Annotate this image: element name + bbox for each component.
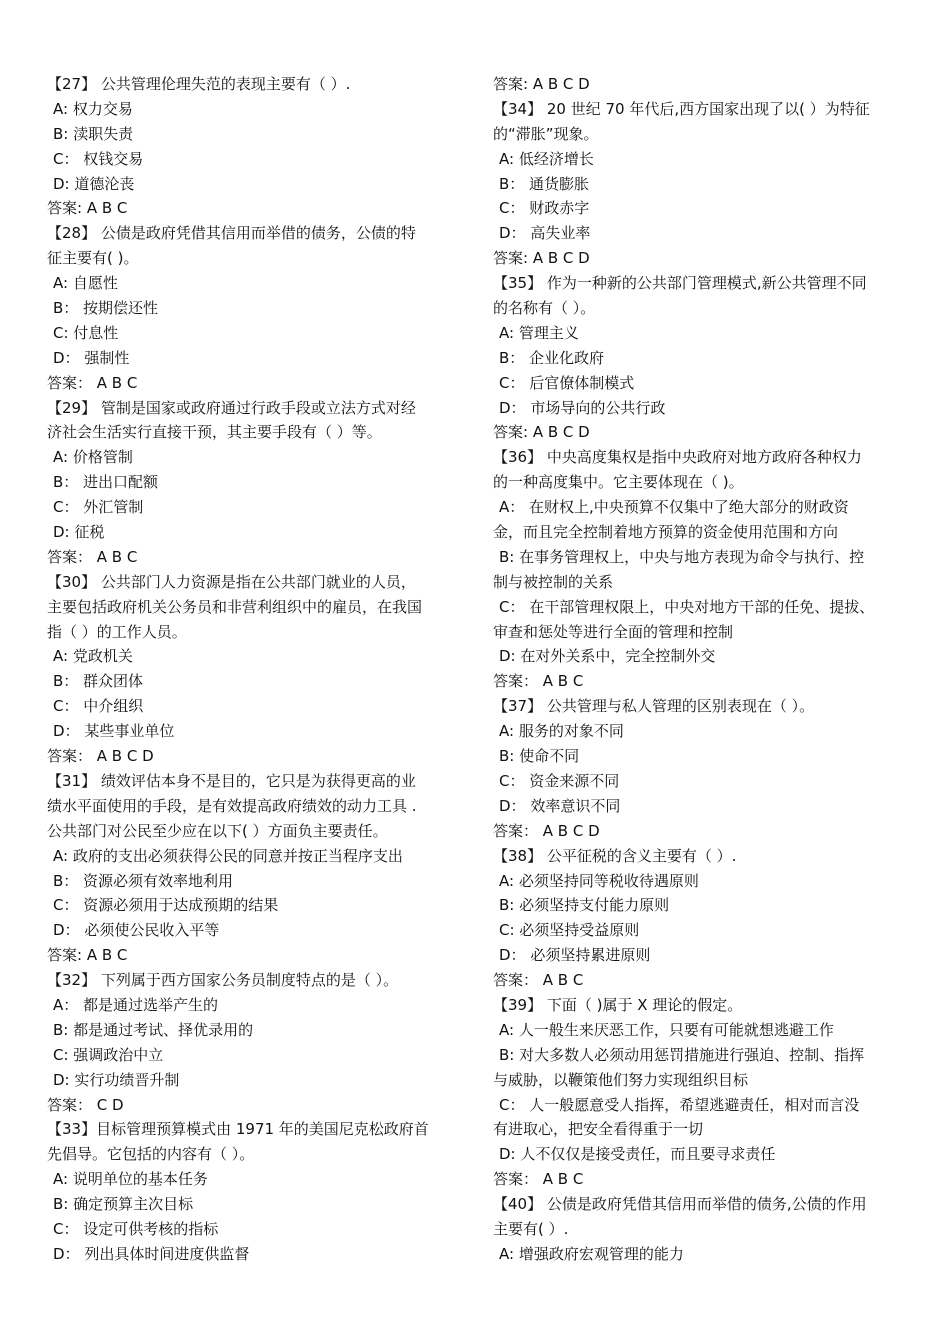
option-line: D： 高失业率	[499, 224, 591, 243]
option-line: A: 党政机关	[53, 647, 133, 666]
option-line: D: 征税	[53, 523, 105, 542]
question-text-line: 【34】 20 世纪 70 年代后,西方国家出现了以( ）为特征	[493, 99, 870, 118]
question-text-line: 【33】目标管理预算模式由 1971 年的美国尼克松政府首	[47, 1120, 429, 1139]
option-line: A: 权力交易	[53, 99, 133, 118]
answer-line: 答案： A B C	[493, 672, 584, 691]
option-line: D: 实行功绩晋升制	[53, 1070, 180, 1089]
option-line: D: 在对外关系中，完全控制外交	[499, 647, 716, 666]
option-line: A: 说明单位的基本任务	[53, 1170, 208, 1189]
answer-line: 答案: A B C D	[493, 75, 590, 93]
option-line: C： 后官僚体制模式	[499, 373, 635, 392]
option-line: A: 管理主义	[499, 323, 579, 342]
question-text-line: 【32】 下列属于西方国家公务员制度特点的是（ ）。	[47, 971, 399, 990]
option-line: C： 设定可供考核的指标	[53, 1219, 219, 1238]
option-line: D： 市场导向的公共行政	[499, 398, 666, 417]
option-line: C: 强调政治中立	[53, 1045, 164, 1064]
option-line: A： 都是通过选举产生的	[53, 995, 219, 1014]
option-line: B： 按期偿还性	[53, 299, 159, 318]
option-line: A: 政府的支出必须获得公民的同意并按正当程序支出	[53, 846, 403, 865]
option-line: D： 强制性	[53, 348, 130, 367]
question-text-line: 【28】 公债是政府凭借其信用而举借的债务，公债的特	[47, 224, 416, 243]
option-line: C： 外汇管制	[53, 498, 144, 517]
question-text-line: 绩水平面使用的手段，是有效提高政府绩效的动力工具 .	[47, 796, 417, 815]
question-text-line: 先倡导。它包括的内容有（ ）。	[47, 1145, 255, 1164]
option-line: B： 群众团体	[53, 672, 144, 691]
question-text-line: 【31】 绩效评估本身不是目的，它只是为获得更高的业	[47, 771, 416, 790]
question-text-line: 【40】 公债是政府凭借其信用而举借的债务,公债的作用	[493, 1195, 867, 1214]
option-line: C： 权钱交易	[53, 149, 144, 168]
question-text-line: 征主要有( )。	[47, 249, 139, 268]
option-line: D： 必须坚持累进原则	[499, 946, 651, 965]
question-text-line: 【39】 下面（ )属于 X 理论的假定。	[493, 995, 743, 1014]
option-line: D： 必须使公民收入平等	[53, 921, 220, 940]
question-text-line: 【36】 中央高度集权是指中央政府对地方政府各种权力	[493, 448, 862, 467]
question-text-line: 主要有( ）.	[493, 1219, 569, 1238]
option-line: D： 列出具体时间进度供监督	[53, 1244, 250, 1263]
option-line: C： 资金来源不同	[499, 771, 620, 790]
option-line: A: 人一般生来厌恶工作，只要有可能就想逃避工作	[499, 1020, 834, 1039]
answer-line: 答案： A B C	[47, 373, 138, 392]
answer-line: 答案: A B C D	[493, 423, 590, 442]
question-text-line: 公共部门对公民至少应在以下( ）方面负主要责任。	[47, 821, 388, 840]
option-line: D： 某些事业单位	[53, 722, 175, 741]
question-text-line: 【30】 公共部门人力资源是指在公共部门就业的人员，	[47, 572, 416, 591]
question-text-line: 的名称有（ ）。	[493, 299, 596, 318]
option-line: B： 企业化政府	[499, 348, 605, 367]
option-line: A: 必须坚持同等税收待遇原则	[499, 871, 699, 890]
option-line: A: 服务的对象不同	[499, 722, 624, 741]
question-text-line: 与威胁，以鞭策他们努力实现组织目标	[493, 1070, 749, 1089]
question-text-line: 【27】 公共管理伦理失范的表现主要有（ ）.	[47, 75, 351, 93]
option-line: B： 通货膨胀	[499, 174, 590, 193]
option-line: B: 渎职失责	[53, 124, 134, 143]
answer-line: 答案： A B C	[493, 1170, 584, 1189]
option-line: A： 在财权上,中央预算不仅集中了绝大部分的财政资	[499, 498, 849, 517]
left-column	[47, 72, 467, 1267]
option-line: B: 都是通过考试、择优录用的	[53, 1020, 254, 1039]
option-line: B: 必须坚持支付能力原则	[499, 896, 670, 915]
option-line: B： 进出口配额	[53, 473, 159, 492]
option-line: A: 增强政府宏观管理的能力	[499, 1244, 684, 1263]
option-line: A: 价格管制	[53, 448, 133, 467]
answer-line: 答案: A B C D	[493, 249, 590, 268]
right-column	[493, 72, 913, 1267]
question-text-line: 指（ ）的工作人员。	[47, 622, 187, 641]
question-text-line: 制与被控制的关系	[493, 572, 614, 591]
question-text-line: 济社会生活实行直接干预，其主要手段有（ ）等。	[47, 423, 382, 442]
option-line: B: 使命不同	[499, 747, 580, 766]
question-text-line: 的“滞胀”现象。	[493, 124, 599, 143]
option-line: A: 低经济增长	[499, 149, 594, 168]
option-line: C： 在干部管理权限上，中央对地方干部的任免、提拔、	[499, 597, 875, 616]
option-line: B: 确定预算主次目标	[53, 1195, 194, 1214]
question-text-line: 有进取心，把安全看得重于一切	[493, 1120, 704, 1139]
option-line: C： 人一般愿意受人指挥，希望逃避责任，相对而言没	[499, 1095, 860, 1114]
option-line: C： 财政赤字	[499, 199, 590, 218]
question-text-line: 【37】 公共管理与私人管理的区别表现在（ ）。	[493, 697, 815, 716]
answer-line: 答案： A B C D	[493, 821, 600, 840]
option-line: D: 道德沦丧	[53, 174, 135, 193]
question-text-line: 【38】 公平征税的含义主要有（ ）.	[493, 846, 737, 865]
question-text-line: 金，而且完全控制着地方预算的资金使用范围和方向	[493, 523, 839, 542]
option-line: D: 人不仅仅是接受责任，而且要寻求责任	[499, 1145, 776, 1164]
answer-line: 答案： A B C	[47, 547, 138, 566]
option-line: B: 在事务管理权上，中央与地方表现为命令与执行、控	[499, 547, 865, 566]
question-text-line: 主要包括政府机关公务员和非营利组织中的雇员，在我国	[47, 597, 423, 616]
question-text-line: 审查和惩处等进行全面的管理和控制	[493, 622, 734, 641]
answer-line: 答案： A B C	[493, 971, 584, 990]
question-text-line: 【35】 作为一种新的公共部门管理模式,新公共管理不同	[493, 274, 867, 293]
option-line: D： 效率意识不同	[499, 796, 621, 815]
question-text-line: 【29】 管制是国家或政府通过行政手段或立法方式对经	[47, 398, 416, 417]
option-line: B： 资源必须有效率地利用	[53, 871, 234, 890]
option-line: C： 资源必须用于达成预期的结果	[53, 896, 279, 915]
answer-line: 答案： A B C D	[47, 747, 154, 766]
answer-line: 答案： C D	[47, 1095, 124, 1114]
option-line: B: 对大多数人必须动用惩罚措施进行强迫、控制、指挥	[499, 1045, 865, 1064]
option-line: C: 必须坚持受益原则	[499, 921, 640, 940]
option-line: A: 自愿性	[53, 274, 118, 293]
answer-line: 答案: A B C	[47, 199, 128, 218]
question-text-line: 的一种高度集中。它主要体现在（ )。	[493, 473, 744, 492]
option-line: C: 付息性	[53, 323, 119, 342]
answer-line: 答案: A B C	[47, 946, 128, 965]
option-line: C： 中介组织	[53, 697, 144, 716]
